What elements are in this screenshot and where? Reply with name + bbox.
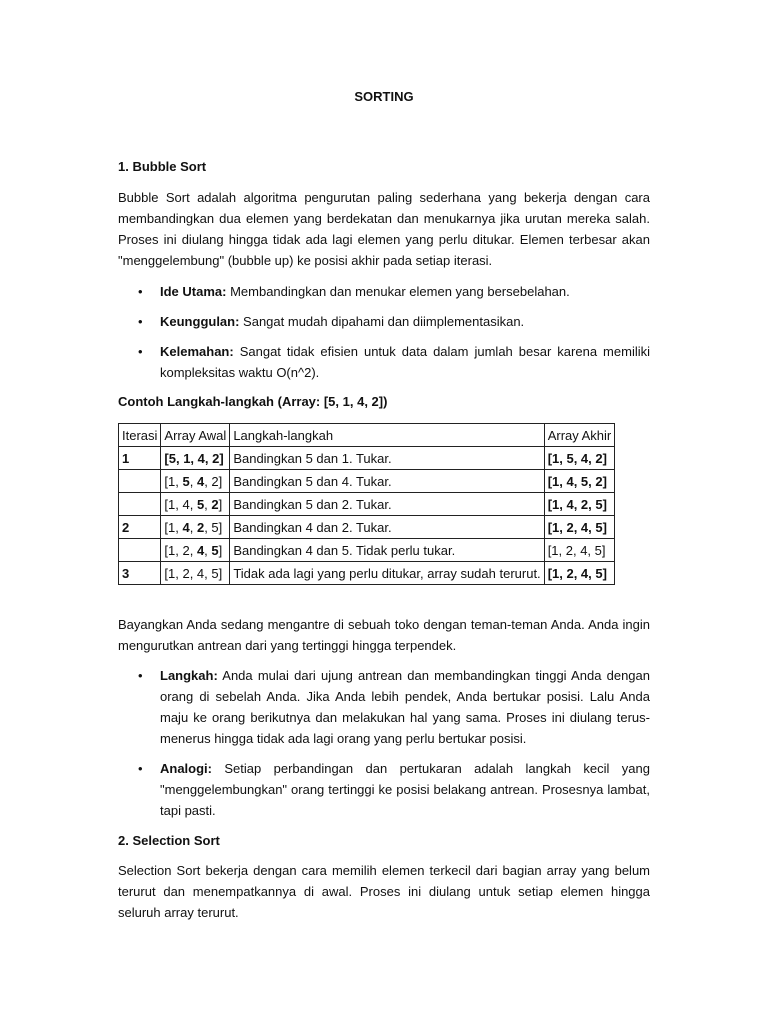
analogy-intro: Bayangkan Anda sedang mengantre di sebuah toko dengan teman-teman Anda. Anda ingin mengurutkan antrean dari yang tertinggi hingga terpendek. [118,617,650,653]
bullet-label: Ide Utama: [160,284,227,299]
table-row [119,562,615,585]
selection-sort-intro: Selection Sort bekerja dengan cara memilih elemen terkecil dari bagian array yang belum terurut dan menempatkannya di awal. Proses ini diulang untuk setiap elemen hingga seluruh array terurut. [118,863,650,920]
cell-array-awal: [1, 4, 2, 5] [161,516,230,539]
analogy-bullets [118,665,650,821]
section-heading-bubble-sort: 1. Bubble Sort [118,159,207,174]
cell-array-awal: [1, 4, 5, 2] [161,493,230,516]
bullet-text: Sangat tidak efisien untuk data dalam jumlah besar karena memiliki kompleksitas waktu O(n^2). [160,344,650,380]
table-header-row [119,424,615,447]
bubble-sort-table [118,423,615,585]
list-item [118,758,650,821]
table-body [119,447,615,585]
bullet-icon: • [138,314,143,329]
cell-array-akhir: [1, 2, 4, 5] [544,562,615,585]
list-item [118,665,650,749]
cell-iterasi: 3 [119,562,161,585]
column-header: Array Akhir [544,424,615,447]
bullet-text: Membandingkan dan menukar elemen yang bersebelahan. [226,284,570,299]
list-item [118,281,650,302]
cell-iterasi: 2 [119,516,161,539]
column-header: Array Awal [161,424,230,447]
list-item [118,341,650,383]
bullet-icon: • [138,284,143,299]
table-row [119,470,615,493]
example-heading: Contoh Langkah-langkah (Array: [5, 1, 4, 2]) [118,394,388,409]
table-row [119,493,615,516]
cell-array-awal: [5, 1, 4, 2] [161,447,230,470]
table-row [119,447,615,470]
cell-array-akhir: [1, 4, 5, 2] [544,470,615,493]
bubble-sort-bullets [118,281,650,383]
cell-array-awal: [1, 5, 4, 2] [161,470,230,493]
cell-array-awal: [1, 2, 4, 5] [161,539,230,562]
document-content [118,86,650,923]
bullet-icon: • [138,668,143,683]
bullet-text: Setiap perbandingan dan pertukaran adalah langkah kecil yang "menggelembungkan" orang tertinggi ke posisi belakang antrean. Prosesnya lambat, tapi pasti. [160,761,650,818]
bullet-icon: • [138,344,143,359]
column-header: Langkah-langkah [230,424,544,447]
cell-langkah: Bandingkan 4 dan 5. Tidak perlu tukar. [230,539,544,562]
cell-iterasi [119,539,161,562]
bullet-label: Analogi: [160,761,212,776]
table-row [119,516,615,539]
bullet-label: Kelemahan: [160,344,234,359]
bullet-icon: • [138,761,143,776]
cell-iterasi [119,493,161,516]
cell-langkah: Bandingkan 5 dan 4. Tukar. [230,470,544,493]
bullet-label: Keunggulan: [160,314,240,329]
cell-langkah: Bandingkan 4 dan 2. Tukar. [230,516,544,539]
cell-langkah: Tidak ada lagi yang perlu ditukar, array sudah terurut. [230,562,544,585]
cell-array-awal: [1, 2, 4, 5] [161,562,230,585]
cell-array-akhir: [1, 5, 4, 2] [544,447,615,470]
bullet-text: Anda mulai dari ujung antrean dan membandingkan tinggi Anda dengan orang di sebelah Anda. Jika Anda lebih pendek, Anda bertukar posisi. Lalu Anda maju ke orang berikutnya dan melakukan hal yang sama. Proses ini diulang terus-menerus hingga tidak ada lagi orang yang perlu bertukar posisi. [160,668,650,746]
cell-array-akhir: [1, 2, 4, 5] [544,516,615,539]
bullet-label: Langkah: [160,668,218,683]
bullet-text: Sangat mudah dipahami dan diimplementasikan. [239,314,525,329]
table-row [119,539,615,562]
cell-iterasi: 1 [119,447,161,470]
column-header: Iterasi [119,424,161,447]
cell-langkah: Bandingkan 5 dan 1. Tukar. [230,447,544,470]
page-title: SORTING [354,89,414,104]
list-item [118,311,650,332]
section-heading-selection-sort: 2. Selection Sort [118,833,220,848]
bubble-sort-intro: Bubble Sort adalah algoritma pengurutan paling sederhana yang bekerja dengan cara membandingkan dua elemen yang berdekatan dan menukarnya jika urutan mereka salah. Proses ini diulang hingga tidak ada lagi elemen yang perlu ditukar. Elemen terbesar akan "menggelembung" (bubble up) ke posisi akhir pada setiap iterasi. [118,190,650,268]
cell-iterasi [119,470,161,493]
cell-array-akhir: [1, 2, 4, 5] [544,539,615,562]
cell-langkah: Bandingkan 5 dan 2. Tukar. [230,493,544,516]
cell-array-akhir: [1, 4, 2, 5] [544,493,615,516]
